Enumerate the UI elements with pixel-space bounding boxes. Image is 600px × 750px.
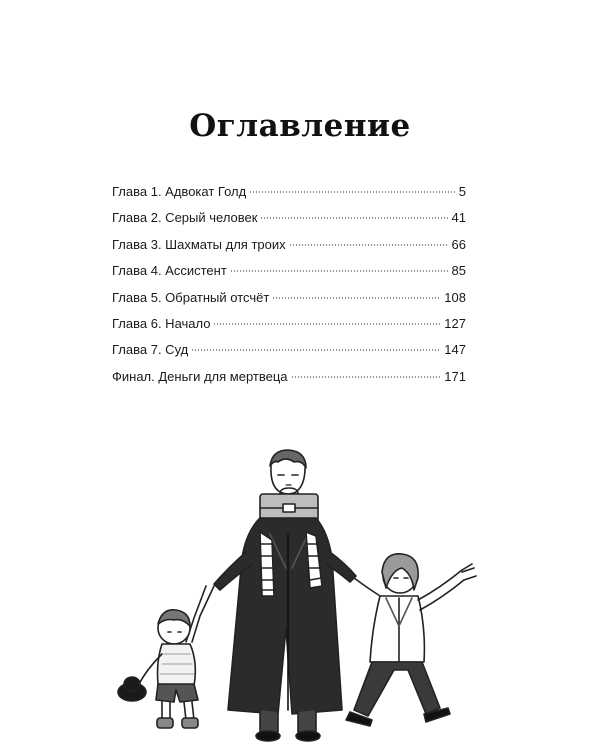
boy-figure: [118, 586, 214, 728]
toc-dot-leader: [260, 217, 448, 219]
toc-entry-title: Финал. Деньги для мертвеца: [112, 368, 288, 384]
toc-entry-title: Глава 2. Серый человек: [112, 210, 258, 226]
toc-entry[interactable]: [112, 184, 466, 210]
toc-dot-leader: [289, 244, 449, 246]
toc-entry[interactable]: [112, 210, 466, 236]
toc-entry[interactable]: [112, 263, 466, 289]
page-title: Оглавление: [189, 108, 411, 144]
toc-entry[interactable]: [112, 369, 466, 395]
toc-entry[interactable]: [112, 290, 466, 316]
toc-page-number: 147: [444, 342, 466, 358]
toc-dot-leader: [191, 349, 441, 351]
toc-page-number: 127: [444, 315, 466, 331]
toc-dot-leader: [230, 270, 449, 272]
table-of-contents: [112, 184, 466, 395]
toc-page-number: 41: [451, 210, 466, 226]
toc-entry[interactable]: [112, 342, 466, 368]
toc-page-number: 171: [444, 368, 466, 384]
toc-dot-leader: [213, 323, 441, 325]
toc-dot-leader: [291, 376, 442, 378]
toc-page-number: 5: [458, 184, 466, 199]
manga-characters-illustration: [110, 448, 480, 748]
toc-dot-leader: [249, 191, 456, 193]
toc-entry[interactable]: [112, 237, 466, 263]
girl-figure: [346, 554, 476, 726]
toc-entry-title: Глава 5. Обратный отсчёт: [112, 289, 270, 305]
toc-entry-title: Глава 1. Адвокат Голд: [112, 184, 247, 199]
toc-page-number: 108: [444, 289, 466, 305]
toc-entry-title: Глава 6. Начало: [112, 315, 211, 331]
toc-page-number: 66: [451, 236, 466, 252]
toc-entry-title: Глава 4. Ассистент: [112, 263, 227, 279]
toc-entry[interactable]: [112, 316, 466, 342]
toc-dot-leader: [272, 297, 441, 299]
toc-entry-title: Глава 7. Суд: [112, 342, 189, 358]
toc-page-number: 85: [451, 263, 466, 279]
toc-entry-title: Глава 3. Шахматы для троих: [112, 236, 286, 252]
man-figure: [214, 450, 356, 741]
